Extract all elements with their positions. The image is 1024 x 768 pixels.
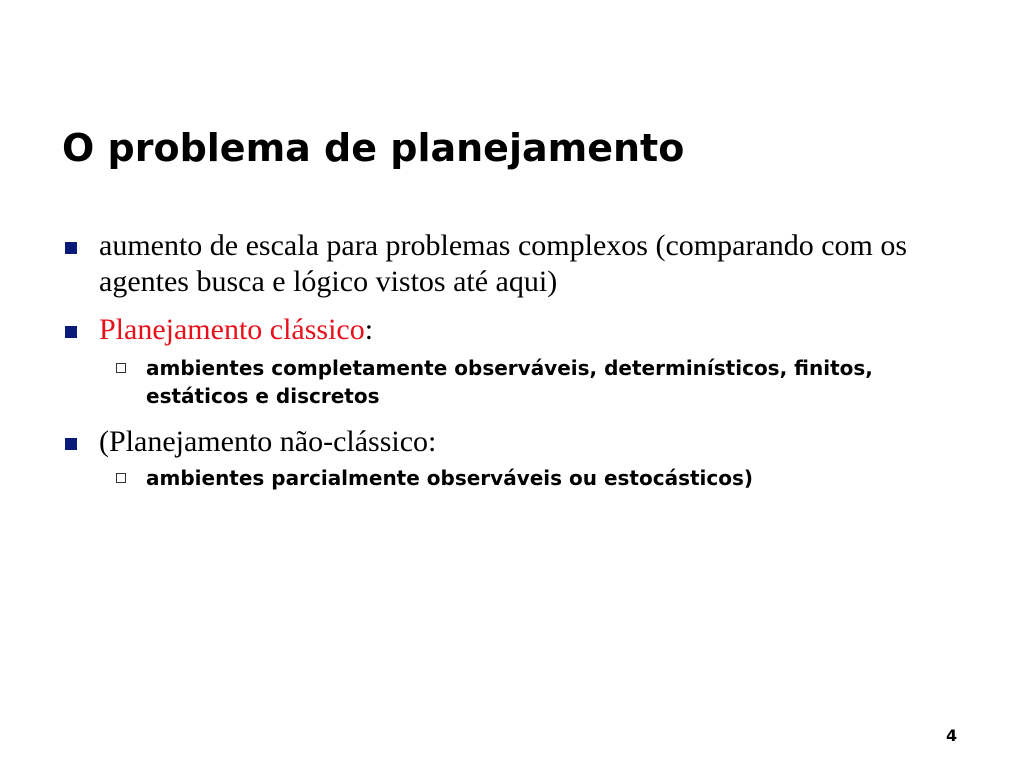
slide-body xyxy=(62,228,962,492)
bullet-item xyxy=(62,424,962,460)
bullet-suffix-text: : xyxy=(364,313,374,346)
bullet-item xyxy=(62,312,962,348)
sub-bullet-item xyxy=(62,464,962,492)
bullet-text: aumento de escala para problemas complexos (comparando com os agentes busca e lógico vistos até aqui) xyxy=(99,229,908,298)
sub-bullet-text: ambientes completamente observáveis, determinísticos, finitos, estáticos e discretos xyxy=(146,356,873,408)
sub-bullet-text: ambientes parcialmente observáveis ou estocásticos) xyxy=(146,466,754,490)
bullet-item xyxy=(62,228,962,300)
square-bullet-icon xyxy=(65,242,77,254)
sub-bullet-item xyxy=(62,354,962,410)
square-bullet-icon xyxy=(65,326,77,338)
hollow-square-bullet-icon xyxy=(116,363,126,373)
hollow-square-bullet-icon xyxy=(116,473,126,483)
page-number: 4 xyxy=(946,726,958,745)
square-bullet-icon xyxy=(65,438,77,450)
slide-title: O problema de planejamento xyxy=(62,126,685,170)
bullet-highlight-text: Planejamento clássico xyxy=(99,313,365,346)
bullet-text: (Planejamento não-clássico: xyxy=(99,425,437,458)
